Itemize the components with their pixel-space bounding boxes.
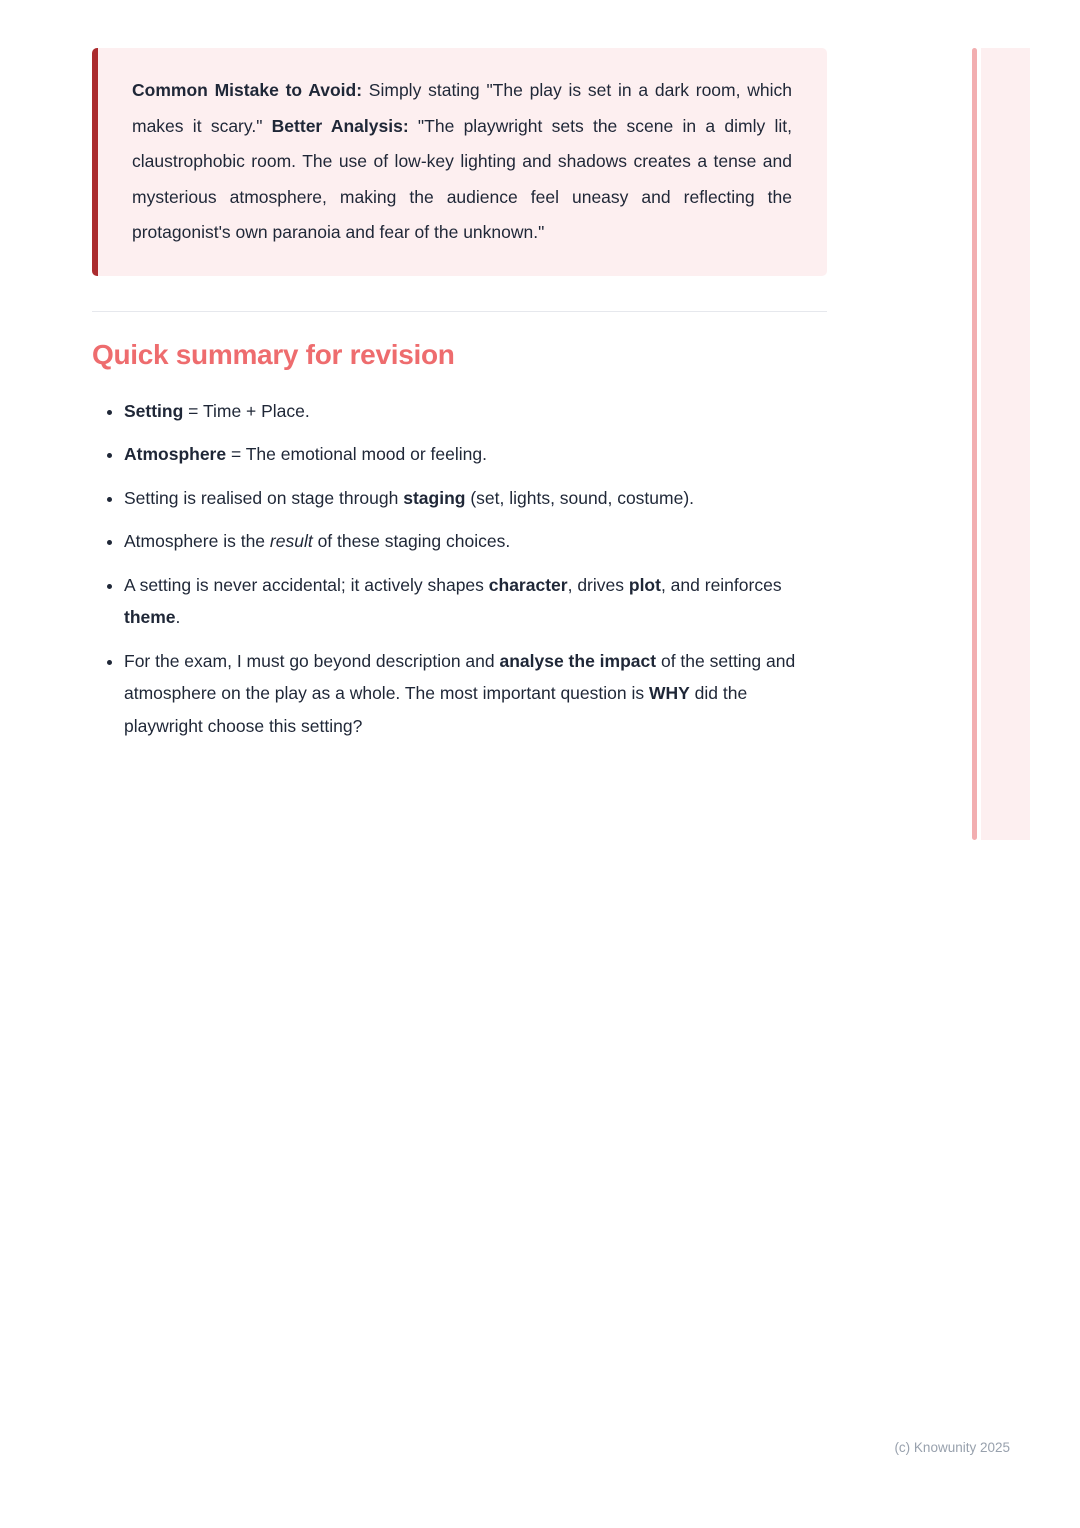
summary-item-text: Atmosphere is the [124, 531, 270, 551]
summary-item-atmosphere [124, 438, 827, 471]
summary-item-setting [124, 395, 827, 428]
summary-item-term: analyse the impact [499, 650, 657, 671]
summary-item-term: WHY [648, 683, 690, 703]
copyright-footer: (c) Knowunity 2025 [894, 1440, 1010, 1455]
section-divider [92, 311, 827, 312]
summary-item-term: Setting [124, 400, 184, 421]
summary-item-emphasis: result [269, 531, 313, 551]
summary-item-text: . [175, 607, 181, 627]
summary-item-text: = Time + Place. [183, 400, 310, 421]
summary-item-staging [124, 482, 827, 515]
right-accent-line [972, 48, 977, 840]
summary-item-never-accidental [124, 569, 827, 634]
summary-item-text: of the setting and atmosphere on the play as a whole. The most important question is [124, 650, 796, 703]
summary-item-term: theme [124, 607, 176, 627]
summary-item-text: For the exam, I must go beyond description and [124, 650, 500, 671]
summary-item-term: character [488, 574, 568, 595]
summary-item-text: , and reinforces [660, 574, 782, 595]
summary-item-text: of these staging choices. [312, 531, 511, 551]
summary-item-text: = The emotional mood or feeling. [226, 444, 487, 464]
callout-text [132, 73, 792, 251]
summary-item-exam-advice [124, 645, 827, 743]
summary-item-text: , drives [567, 574, 629, 595]
section-heading: Quick summary for revision [92, 338, 455, 370]
common-mistake-callout [92, 48, 827, 276]
document-content [92, 48, 827, 753]
callout-mistake-label: Common Mistake to Avoid: [132, 80, 363, 100]
callout-better-analysis-text: "The playwright sets the scene in a dimly lit, claustrophobic room. The use of low-key lighting and shadows creates a tense and mysterious atmosphere, making the audience feel uneasy and reflecting the protagonist's own paranoia and fear of the unknown." [132, 115, 792, 242]
summary-item-term: plot [628, 574, 661, 595]
summary-item-result [124, 525, 827, 558]
summary-list [92, 395, 827, 743]
callout-mistake-text: Simply stating "The play is set in a dark room, which makes it scary." [132, 80, 792, 136]
summary-item-text: A setting is never accidental; it actively shapes [124, 574, 489, 595]
summary-item-term: staging [403, 487, 466, 508]
right-page-edge-panel [981, 48, 1030, 840]
summary-item-text: (set, lights, sound, costume). [465, 487, 695, 508]
callout-better-analysis-label: Better Analysis: [271, 115, 409, 136]
summary-item-text: Setting is realised on stage through [124, 487, 404, 508]
right-page-decoration [972, 48, 1030, 840]
summary-item-term: Atmosphere [124, 444, 227, 464]
summary-item-text: did the playwright choose this setting? [124, 683, 748, 736]
